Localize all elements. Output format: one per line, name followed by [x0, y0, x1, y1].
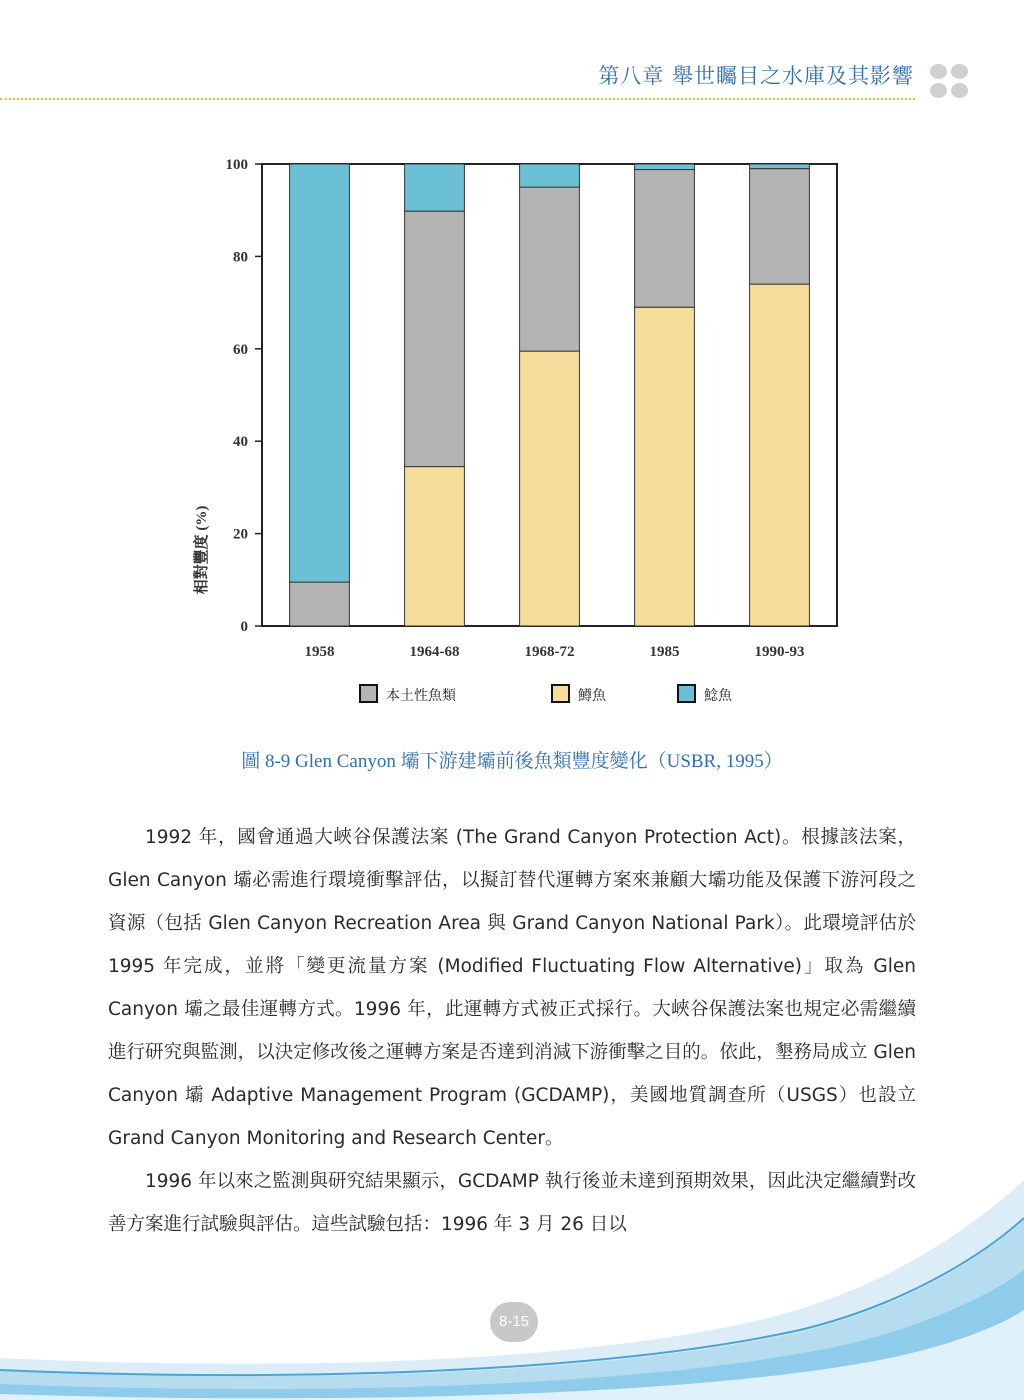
- legend-label: 鯰魚: [704, 688, 732, 704]
- bar-segment: [290, 582, 350, 626]
- decorative-wave: [0, 1070, 1024, 1400]
- bar-segment: [405, 211, 465, 466]
- bar-segment: [520, 351, 580, 626]
- y-tick-label: 60: [233, 341, 248, 358]
- y-tick-label: 80: [233, 249, 248, 266]
- y-tick-label: 40: [233, 434, 248, 451]
- bar-segment: [750, 169, 810, 285]
- bar-segment: [290, 164, 350, 582]
- bar-segment: [520, 187, 580, 351]
- x-tick-label: 1990-93: [754, 644, 805, 660]
- bar-segment: [635, 164, 695, 170]
- legend-label: 鱒魚: [578, 688, 606, 704]
- legend-swatch: [552, 685, 569, 702]
- y-tick-label: 100: [225, 157, 248, 173]
- bar-segment: [405, 467, 465, 626]
- paragraph: 1996 年以來之監測與研究結果顯示，GCDAMP 執行後並未達到預期效果，因此決定繼續對改善方案進行試驗與評估。這些試驗包括：1996 年 3 月 26 日以: [108, 1171, 916, 1235]
- bar-segment: [405, 164, 465, 211]
- fish-abundance-chart: [180, 150, 860, 720]
- y-tick-label: 20: [233, 526, 248, 543]
- x-tick-label: 1968-72: [524, 644, 575, 660]
- bar-segment: [520, 164, 580, 187]
- legend-swatch: [360, 685, 377, 702]
- bar-segment: [635, 170, 695, 308]
- x-tick-label: 1985: [649, 644, 680, 660]
- bar-segment: [635, 307, 695, 626]
- header-rule: [0, 98, 915, 100]
- figure-caption: 圖 8-9 Glen Canyon 壩下游建壩前後魚類豐度變化（USBR, 1995）: [241, 751, 783, 772]
- y-tick-label: 0: [240, 619, 248, 635]
- x-tick-label: 1964-68: [409, 644, 460, 660]
- bar-segment: [750, 164, 810, 169]
- page-number: 8-15: [490, 1302, 538, 1342]
- header-dots-icon: [930, 64, 970, 100]
- legend-label: 本土性魚類: [386, 688, 456, 704]
- x-tick-label: 1958: [304, 644, 335, 660]
- header-title: 第八章 舉世矚目之水庫及其影響: [598, 64, 914, 88]
- bar-segment: [750, 284, 810, 626]
- paragraph: 1992 年，國會通過大峽谷保護法案 (The Grand Canyon Protection Act)。根據該法案，Glen Canyon 壩必需進行環境衝擊評估，以擬訂替代運轉方案來兼顧大壩功能及保護下游河段之資源（包括 Glen Canyon Recreation Area 與 Grand Canyon National Park）。此環境評估於 1995 年完成，並將「變更流量方案 (Modified Fluctuating Flow Alternative)」取為 Glen Canyon 壩之最佳運轉方式。1996 年，此運轉方式被正式採行。大峽谷保護法案也規定必需繼續進行研究與監測，以決定修改後之運轉方案是否達到消減下游衝擊之目的。依此，墾務局成立 Glen Canyon 壩 Adaptive Management Program (GCDAMP)，美國地質調查所（USGS）也設立 Grand Canyon Monitoring and Research Center。: [108, 827, 916, 1149]
- y-axis-label: 相對豐度 (%): [194, 505, 210, 595]
- legend-swatch: [678, 685, 695, 702]
